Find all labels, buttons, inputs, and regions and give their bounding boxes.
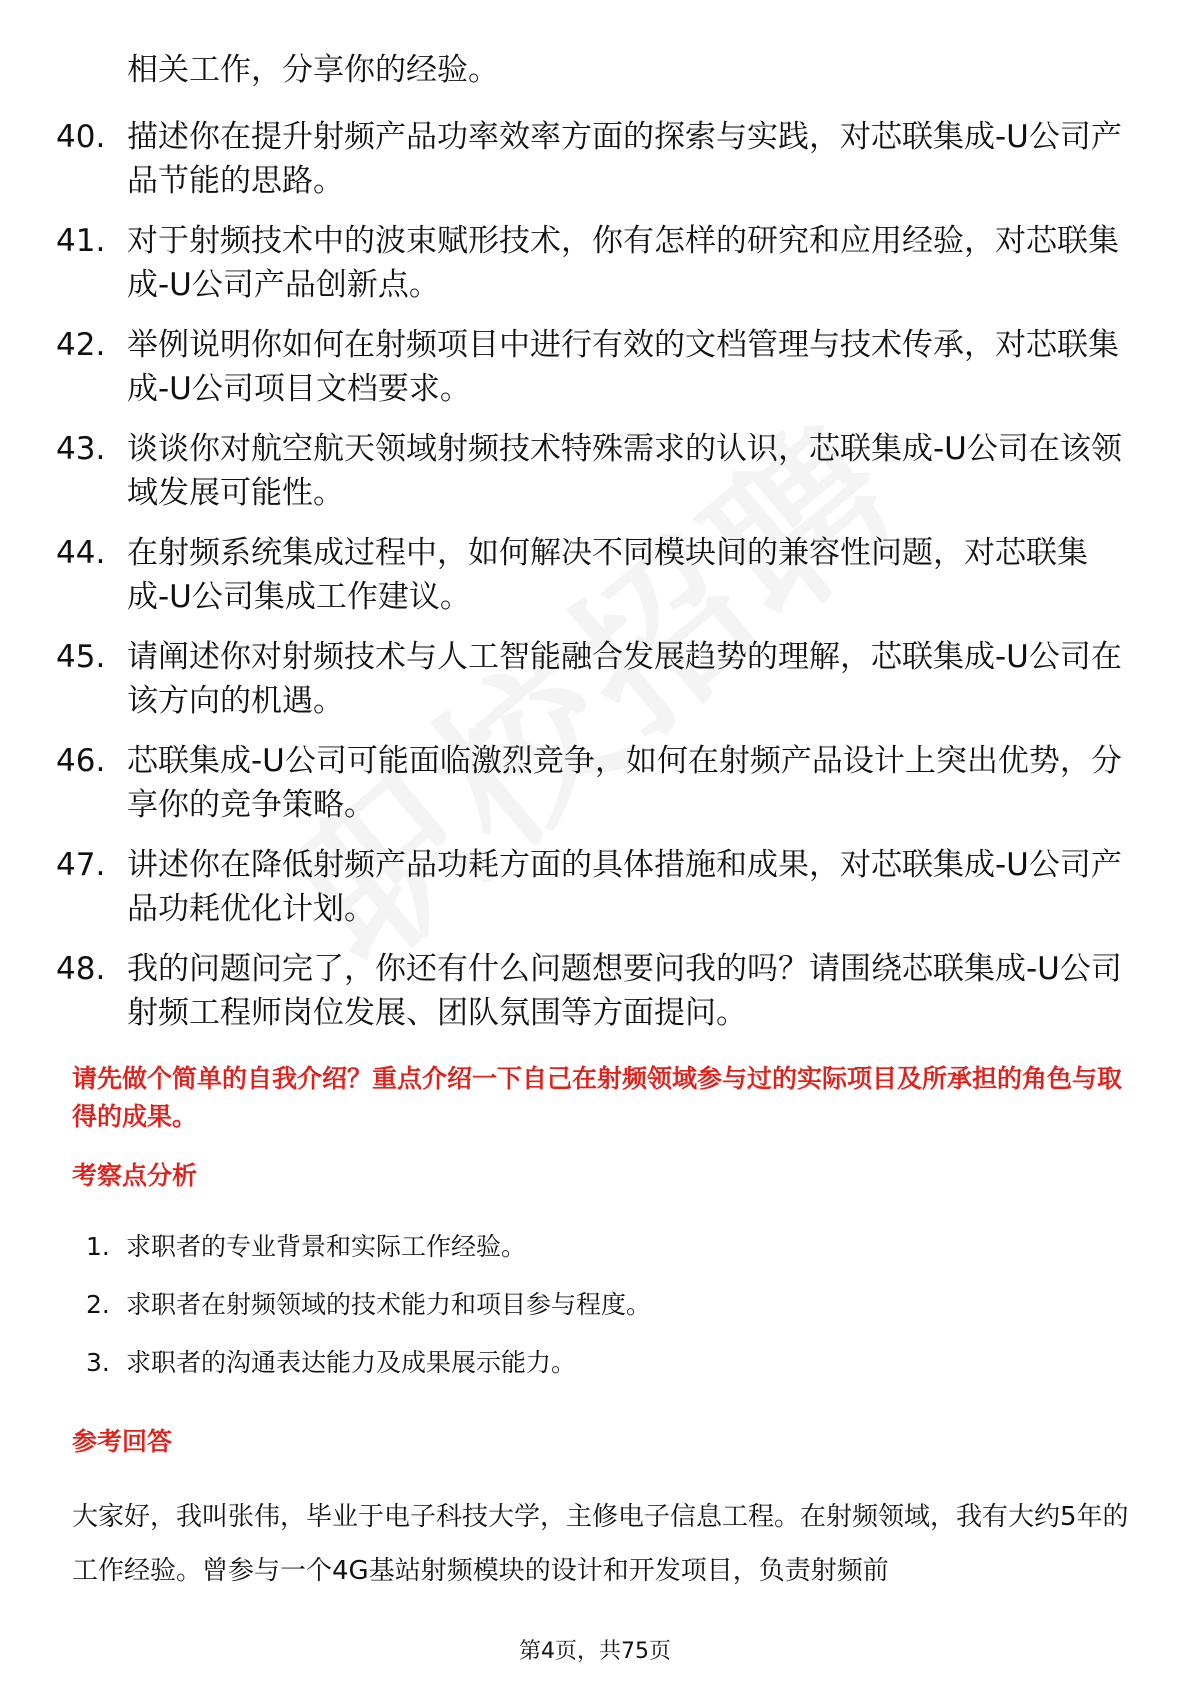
question-text: 请阐述你对射频技术与人工智能融合发展趋势的理解，芯联集成-U公司在该方向的机遇。 — [127, 639, 1122, 719]
question-number: 45. — [56, 639, 106, 675]
question-number: 40. — [56, 119, 106, 155]
question-item — [56, 427, 1126, 515]
question-text: 对于射频技术中的波束赋形技术，你有怎样的研究和应用经验，对芯联集成-U公司产品创新点。 — [127, 223, 1119, 303]
question-item — [56, 531, 1126, 619]
question-text: 我的问题问完了，你还有什么问题想要问我的吗？请围绕芯联集成-U公司射频工程师岗位发展、团队氛围等方面提问。 — [127, 951, 1122, 1031]
question-number: 47. — [56, 847, 106, 883]
question-text: 在射频系统集成过程中，如何解决不同模块间的兼容性问题，对芯联集成-U公司集成工作建议。 — [127, 535, 1088, 615]
analysis-number: 3. — [86, 1348, 110, 1377]
question-item — [56, 843, 1126, 931]
question-item — [56, 323, 1126, 411]
reference-heading: 参考回答 — [72, 1427, 173, 1456]
question-number: 44. — [56, 535, 106, 571]
analysis-text: 求职者在射频领域的技术能力和项目参与程度。 — [126, 1290, 652, 1319]
question-number: 41. — [56, 223, 106, 259]
question-number: 43. — [56, 431, 106, 467]
analysis-text: 求职者的专业背景和实际工作经验。 — [126, 1232, 527, 1261]
question-item — [56, 219, 1126, 307]
question-text: 谈谈你对航空航天领域射频技术特殊需求的认识，芯联集成-U公司在该领域发展可能性。 — [127, 431, 1122, 511]
analysis-item — [86, 1228, 651, 1266]
question-text: 描述你在提升射频产品功率效率方面的探索与实践，对芯联集成-U公司产品节能的思路。 — [127, 119, 1122, 199]
question-item — [56, 115, 1126, 203]
question-text: 芯联集成-U公司可能面临激烈竞争，如何在射频产品设计上突出优势，分享你的竞争策略。 — [127, 743, 1122, 823]
question-item — [56, 739, 1126, 827]
highlight-question: 请先做个简单的自我介绍？重点介绍一下自己在射频领域参与过的实际项目及所承担的角色与取得的成果。 — [72, 1064, 1123, 1131]
question-number: 42. — [56, 327, 106, 363]
analysis-item — [86, 1344, 651, 1382]
analysis-heading: 考察点分析 — [72, 1161, 198, 1190]
analysis-item — [86, 1286, 651, 1324]
previous-question-continuation: 相关工作，分享你的经验。 — [127, 52, 499, 88]
page-footer: 第4页，共75页 — [519, 1639, 671, 1664]
question-text: 举例说明你如何在射频项目中进行有效的文档管理与技术传承，对芯联集成-U公司项目文档要求。 — [127, 327, 1119, 407]
question-list — [56, 115, 1126, 1051]
analysis-text: 求职者的沟通表达能力及成果展示能力。 — [126, 1348, 577, 1377]
question-item — [56, 635, 1126, 723]
analysis-number: 2. — [86, 1290, 110, 1319]
analysis-list — [86, 1228, 651, 1402]
question-text: 讲述你在降低射频产品功耗方面的具体措施和成果，对芯联集成-U公司产品功耗优化计划。 — [127, 847, 1122, 927]
question-number: 48. — [56, 951, 106, 987]
analysis-number: 1. — [86, 1232, 110, 1261]
reference-answer: 大家好，我叫张伟，毕业于电子科技大学，主修电子信息工程。在射频领域，我有大约5年的工作经验。曾参与一个4G基站射频模块的设计和开发项目，负责射频前 — [72, 1502, 1129, 1586]
question-number: 46. — [56, 743, 106, 779]
question-item — [56, 947, 1126, 1035]
